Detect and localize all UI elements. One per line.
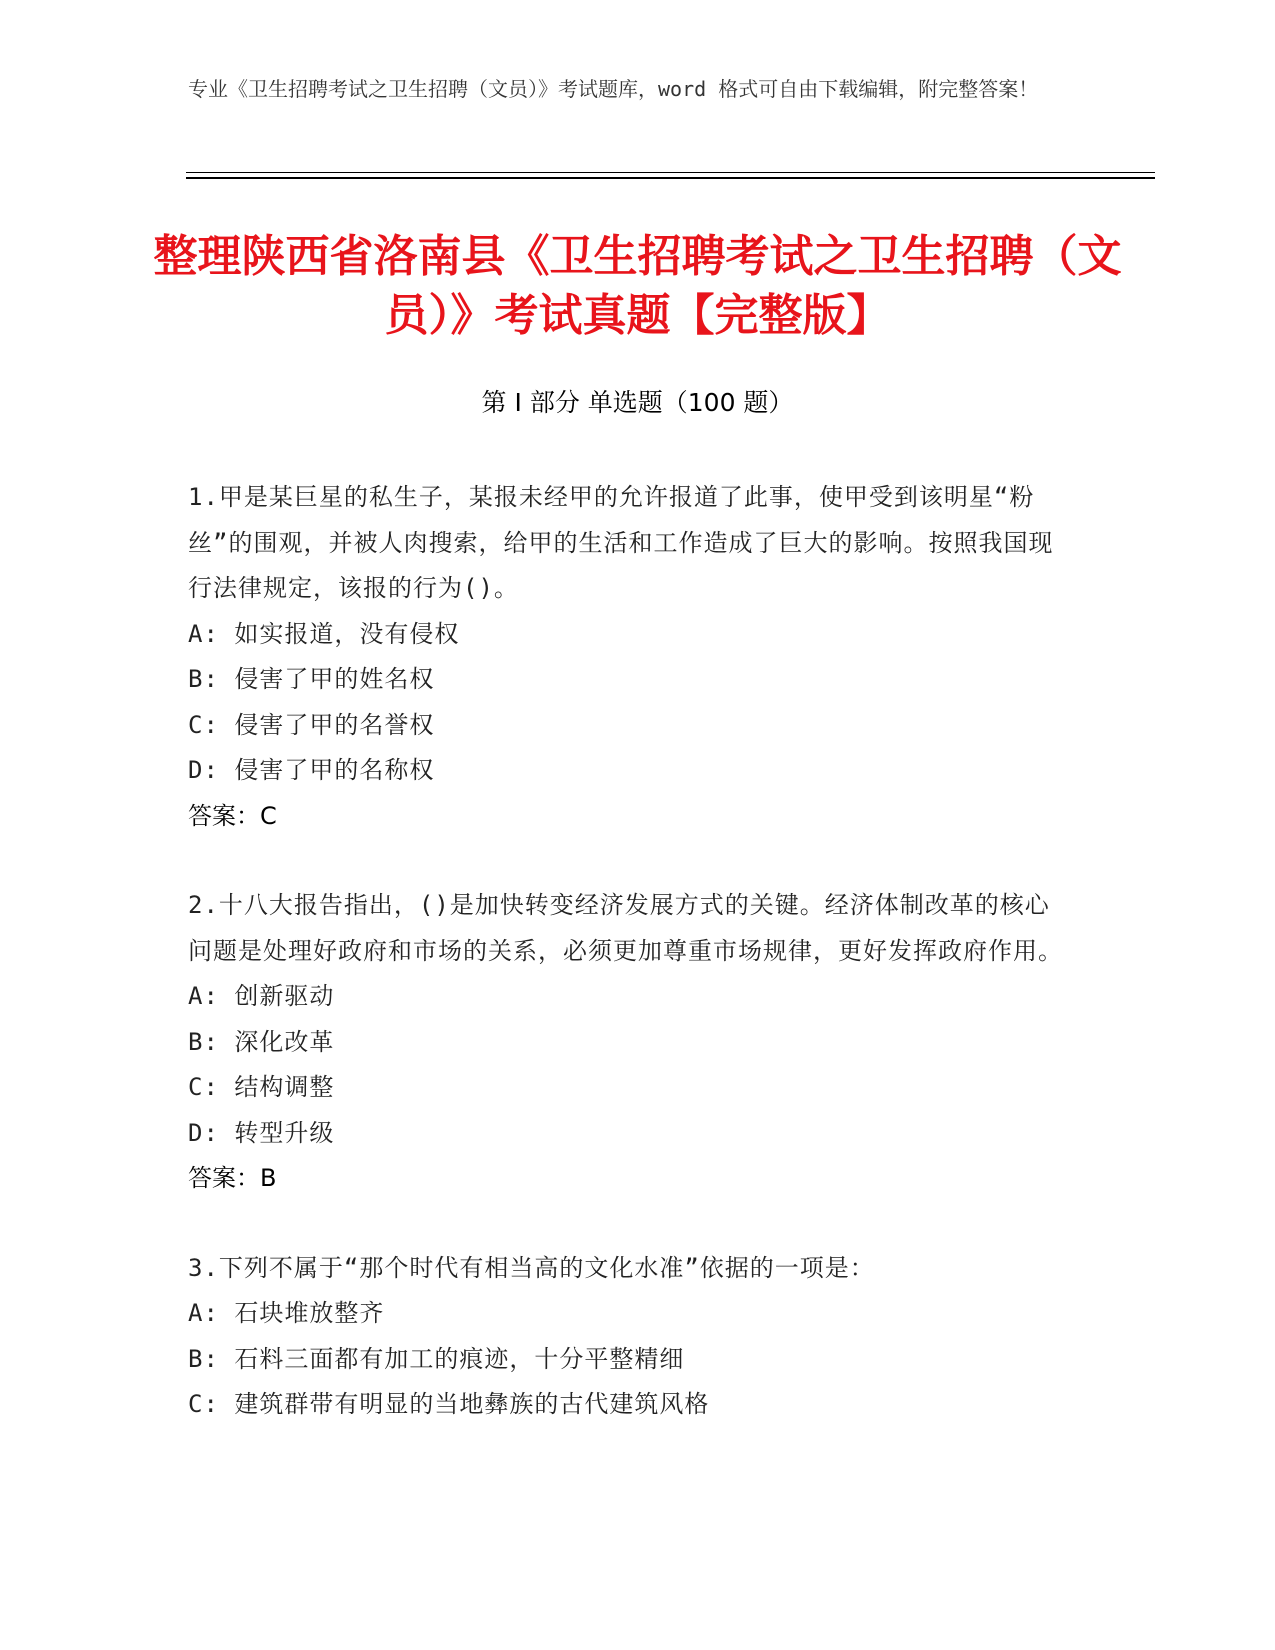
option-c: C: 建筑群带有明显的当地彝族的古代建筑风格 xyxy=(188,1390,710,1418)
question-item xyxy=(188,475,1068,839)
option-b: B: 深化改革 xyxy=(188,1027,335,1056)
header-note: 专业《卫生招聘考试之卫生招聘（文员）》考试题库，word 格式可自由下载编辑，附完整答案！ xyxy=(188,77,1039,101)
answer: 答案：B xyxy=(188,1164,277,1192)
document-title: 整理陕西省洛南县《卫生招聘考试之卫生招聘（文员）》考试真题【完整版】 xyxy=(153,231,1122,341)
option-a: A: 石块堆放整齐 xyxy=(188,1299,385,1327)
question-stem: 1.甲是某巨星的私生子，某报未经甲的允许报道了此事，使甲受到该明星“粉丝”的围观，并被人肉搜索，给甲的生活和工作造成了巨大的影响。按照我国现行法律规定，该报的行为()。 xyxy=(188,483,1054,602)
header-rule-thin xyxy=(186,172,1155,173)
header-rule-thick xyxy=(186,177,1155,179)
question-stem: 3.下列不属于“那个时代有相当高的文化水准”依据的一项是： xyxy=(188,1253,875,1282)
option-d: D: 侵害了甲的名称权 xyxy=(188,756,435,784)
option-a: A: 创新驱动 xyxy=(188,982,335,1010)
option-c: C: 结构调整 xyxy=(188,1073,335,1101)
option-b: B: 侵害了甲的姓名权 xyxy=(188,665,435,693)
question-item xyxy=(188,883,1068,1202)
option-d: D: 转型升级 xyxy=(188,1118,335,1147)
option-a: A: 如实报道，没有侵权 xyxy=(188,619,460,648)
option-b: B: 石料三面都有加工的痕迹，十分平整精细 xyxy=(188,1344,685,1373)
section-title: 第 I 部分 单选题（100 题） xyxy=(481,388,794,417)
question-item xyxy=(188,1246,1068,1428)
option-c: C: 侵害了甲的名誉权 xyxy=(188,710,435,739)
question-stem: 2.十八大报告指出，()是加快转变经济发展方式的关键。经济体制改革的核心问题是处理好政府和市场的关系，必须更加尊重市场规律，更好发挥政府作用。 xyxy=(188,891,1063,965)
answer: 答案：C xyxy=(188,801,277,830)
question-list xyxy=(188,475,1068,1472)
